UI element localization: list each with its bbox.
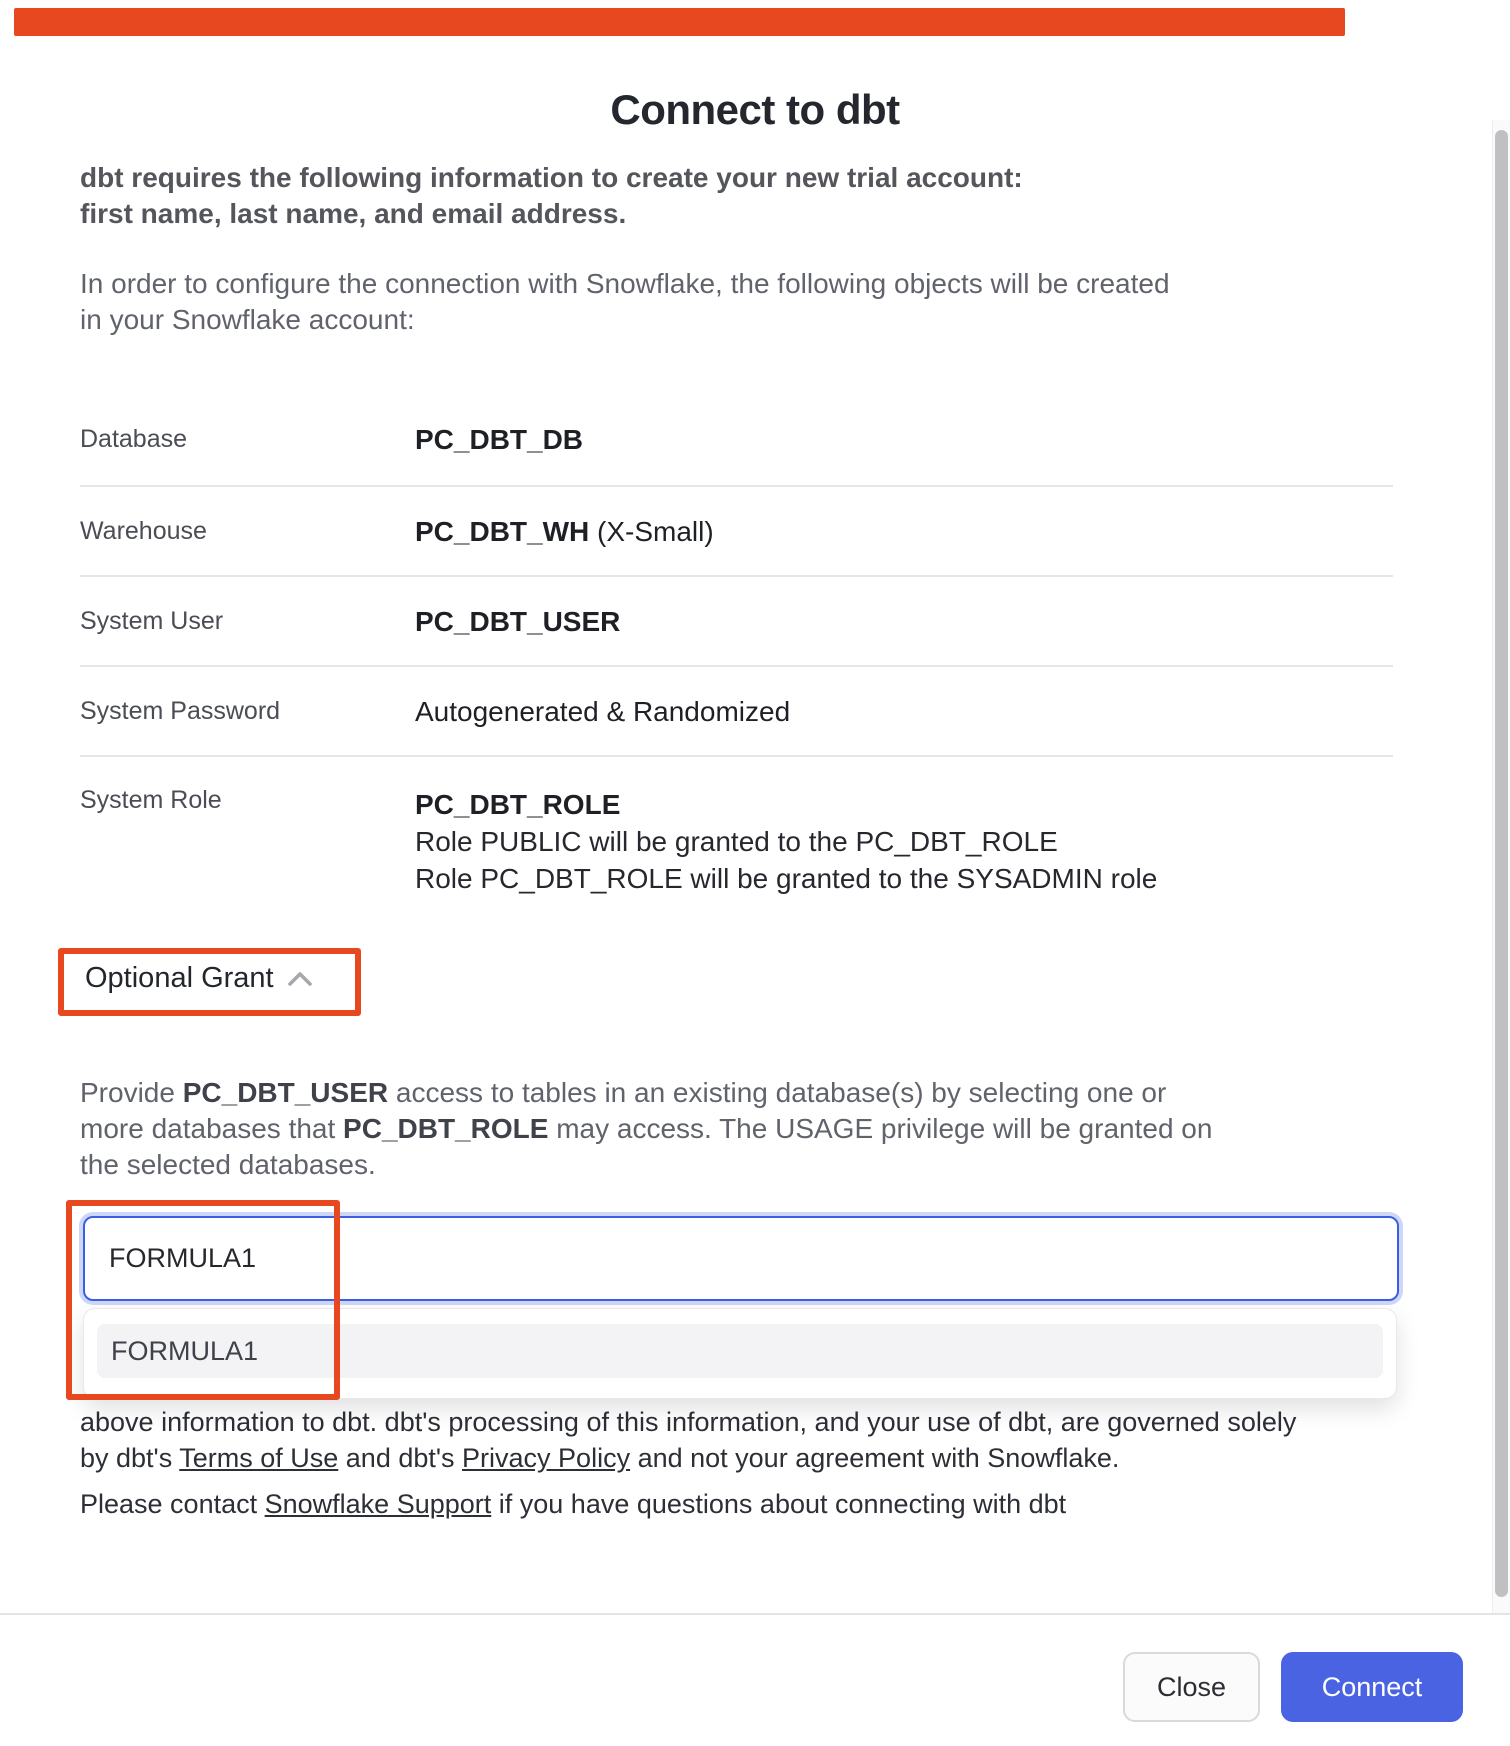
database-search-input[interactable] [83,1216,1399,1301]
table-row-system-user [80,577,1393,667]
legal-text: above information to dbt. dbt's processing of this information, and your use of dbt, are governed solely by dbt's Terms of Use and dbt's Privacy Policy and not your agreement with Snowflake. [80,1407,1297,1473]
objects-table [80,393,1393,907]
annotation-bar-top [14,8,1345,36]
database-dropdown [83,1308,1397,1399]
table-row-system-password [80,667,1393,757]
row-label: System Role [80,786,222,814]
row-label: Database [80,424,188,453]
table-row-warehouse [80,487,1393,577]
role-grant-line: Role PC_DBT_ROLE will be granted to the SYSADMIN role [415,863,1158,894]
grant-paragraph: Provide PC_DBT_USER access to tables in an existing database(s) by selecting one or more databases that PC_DBT_ROLE may access. The USAGE privilege will be granted on the selected databases. [80,1077,1213,1180]
row-value: PC_DBT_USER [415,605,621,637]
footer-divider [0,1613,1510,1615]
close-button[interactable]: Close [1123,1652,1260,1722]
row-label: System User [80,606,224,635]
contact-support-text: Please contact Snowflake Support if you have questions about connecting with dbt [80,1489,1067,1519]
row-label: Warehouse [80,516,207,545]
chevron-up-icon [288,972,312,986]
scrollbar-thumb[interactable] [1495,130,1508,1597]
intro-required-info-text: dbt requires the following information to create your new trial account: first name, last name, and email address. [80,162,1023,229]
system-role-value: PC_DBT_ROLE [415,789,621,820]
table-row-database [80,393,1393,487]
row-value: Autogenerated & Randomized [415,695,791,727]
connect-button[interactable]: Connect [1281,1652,1463,1722]
row-value [415,786,1157,897]
row-value: PC_DBT_WH (X-Small) [415,515,714,547]
optional-grant-label: Optional Grant [85,962,274,994]
row-label: System Password [80,696,281,725]
dialog-title: Connect to dbt [610,86,900,133]
row-value: PC_DBT_DB [415,423,584,455]
role-grant-line: Role PUBLIC will be granted to the PC_DBT_ROLE [415,826,1058,857]
optional-grant-toggle[interactable] [85,962,312,995]
dropdown-option-formula1[interactable]: FORMULA1 [97,1324,1383,1378]
intro-configure-text: In order to configure the connection with Snowflake, the following objects will be created in your Snowflake account: [80,268,1170,335]
table-row-system-role [80,757,1393,907]
